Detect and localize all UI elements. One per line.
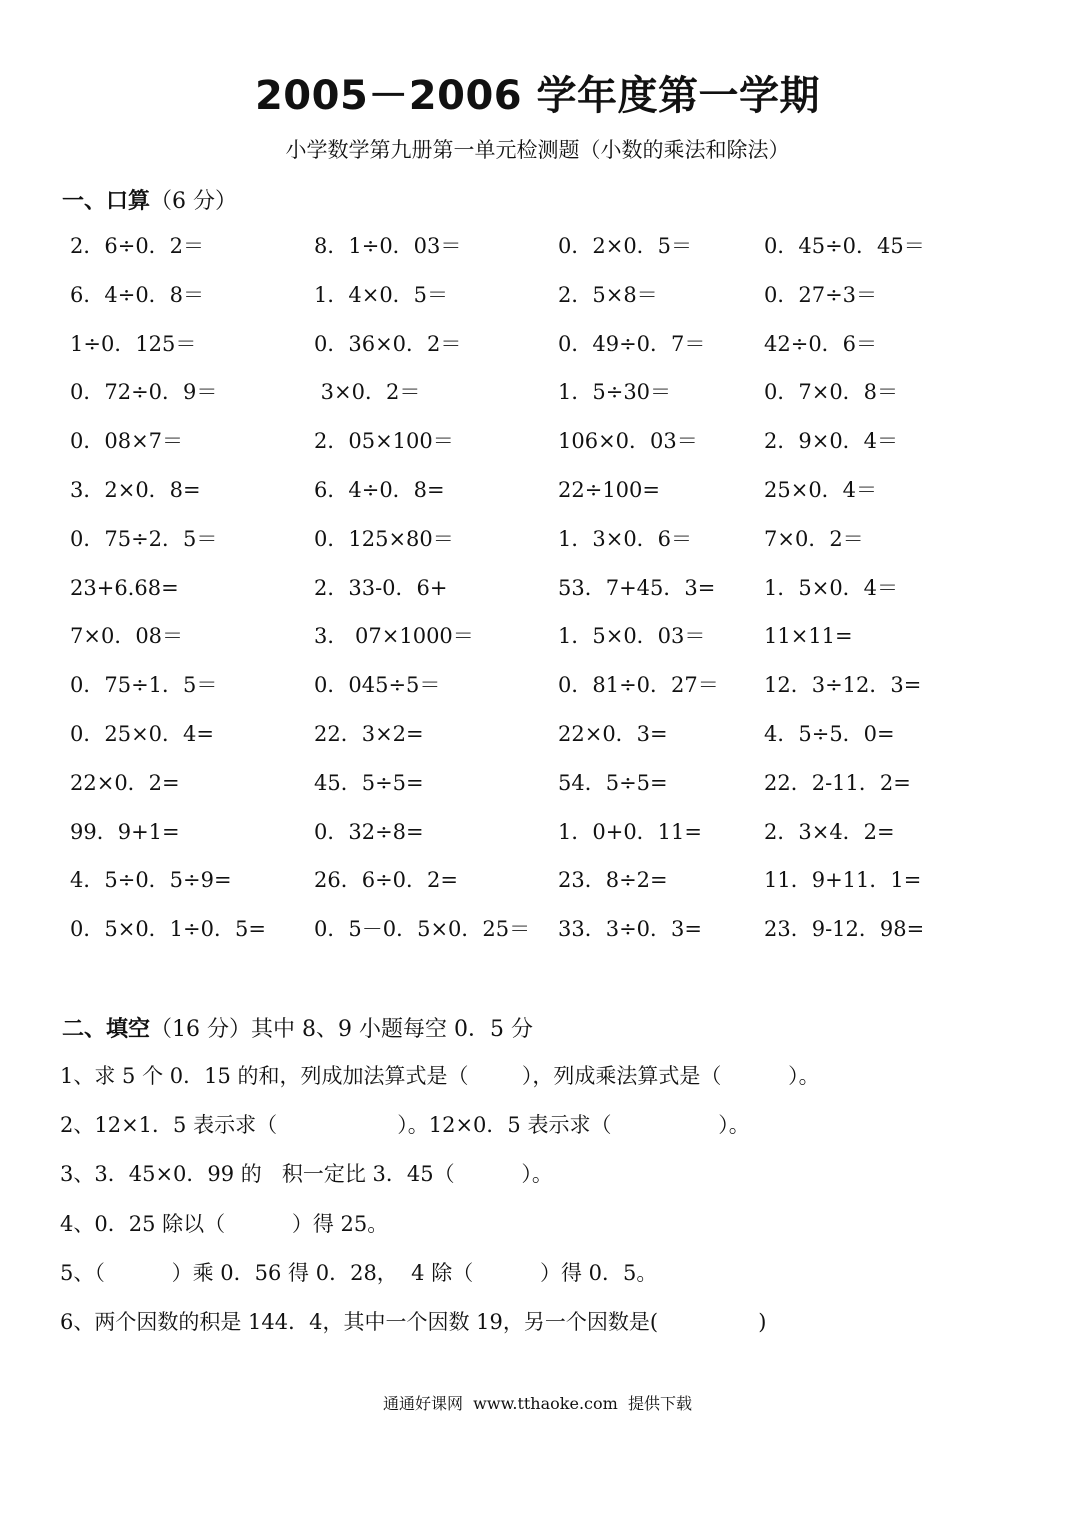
calc-item: 23．8÷2=: [558, 868, 668, 893]
calc-item: 1．4×0．5＝: [314, 282, 449, 307]
document-title: 2005－2006 学年度第一学期: [254, 73, 821, 119]
calc-item: 0．45÷0．45＝: [764, 234, 925, 258]
calc-item: 0．2×0．5＝: [558, 234, 693, 258]
calc-item: 23．9-12．98=: [764, 917, 925, 942]
calc-item: 23+6.68=: [70, 575, 179, 600]
calc-item: 0．75÷2．5＝: [70, 526, 218, 551]
calc-item: 1．5×0．4＝: [764, 575, 899, 600]
calc-item: 22．2-11．2=: [764, 770, 911, 795]
calc-item: 25×0．4＝: [764, 477, 878, 502]
calc-row: [70, 374, 1030, 423]
calc-item: 11．9+11．1=: [764, 868, 922, 893]
calc-row: [70, 228, 1030, 277]
calc-item: 106×0．03＝: [558, 429, 698, 454]
calc-row: [70, 911, 1030, 960]
question-item: 5、（ ）乘 0．56 得 0．28， 4 除（ ）得 0．5。: [60, 1260, 658, 1285]
calc-item: 0．08×7＝: [70, 429, 184, 454]
section2-heading: [62, 1012, 533, 1043]
calc-item: 2．33-0．6+: [314, 575, 448, 600]
calc-item: 12．3÷12．3=: [764, 673, 922, 698]
calc-item: 45．5÷5=: [314, 770, 424, 795]
calc-item: 2．9×0．4＝: [764, 429, 899, 454]
calc-row: [70, 814, 1030, 863]
calc-item: 1．0+0．11=: [558, 819, 702, 844]
section1-heading-label: 一、口算: [62, 189, 151, 214]
calc-item: 22÷100=: [558, 477, 660, 502]
calc-item: 0．75÷1．5＝: [70, 673, 218, 698]
section2-points: （16 分）其中 8、9 小题每空 0．5 分: [150, 1017, 533, 1042]
calc-item: 0．27÷3＝: [764, 282, 878, 307]
calc-item: 0．81÷0．27＝: [558, 673, 719, 698]
calc-row: [70, 765, 1030, 814]
calc-row: [70, 667, 1030, 716]
calc-item: 0．36×0．2＝: [314, 331, 462, 356]
fill-in-questions: [60, 1058, 1020, 1353]
calc-item: 0．125×80＝: [314, 526, 454, 551]
calc-item: 0．5×0．1÷0．5=: [70, 917, 266, 942]
calc-item: 6．4÷0．8=: [314, 477, 445, 502]
calc-item: 22．3×2=: [314, 721, 424, 746]
calc-item: 0．7×0．8＝: [764, 380, 899, 405]
calc-item: 6．4÷0．8＝: [70, 282, 205, 307]
calc-item: 1．5÷30＝: [558, 380, 672, 405]
calc-row: [70, 570, 1030, 619]
calc-item: 0．32÷8=: [314, 819, 424, 844]
calc-item: 7×0．08＝: [70, 624, 184, 649]
calc-item: 53．7+45．3=: [558, 575, 716, 600]
calc-item: 22×0．3=: [558, 721, 668, 746]
calc-item: 2．05×100＝: [314, 429, 454, 454]
calc-item: 8．1÷0．03＝: [314, 234, 462, 258]
calc-item: 0．5－0．5×0．25＝: [314, 917, 531, 942]
calc-item: 2．6÷0．2＝: [70, 234, 205, 258]
calc-item: 0．045÷5＝: [314, 673, 441, 698]
calc-row: [70, 618, 1030, 667]
calc-row: [70, 423, 1030, 472]
calc-item: 2．3×4．2=: [764, 819, 895, 844]
calc-item: 4．5÷0．5÷9=: [70, 868, 232, 893]
calc-item: 1．3×0．6＝: [558, 526, 693, 551]
question-item: 2、12×1．5 表示求（ ）。12×0．5 表示求（ ）。: [60, 1113, 750, 1138]
calc-item: 0．72÷0．9＝: [70, 380, 218, 405]
calc-row: [70, 472, 1030, 521]
calc-item: 0．49÷0．7＝: [558, 331, 706, 356]
calc-item: 0．25×0．4=: [70, 721, 214, 746]
section1-heading: [62, 184, 237, 215]
question-item: 6、两个因数的积是 144．4，其中一个因数 19，另一个因数是( ): [60, 1309, 767, 1334]
question-item: 4、0．25 除以（ ）得 25。: [60, 1211, 389, 1236]
calc-item: 1÷0．125＝: [70, 331, 197, 356]
calc-item: 11×11=: [764, 624, 853, 649]
calc-row: [70, 716, 1030, 765]
calc-row: [70, 521, 1030, 570]
question-item: 3、3．45×0．99 的 积一定比 3．45（ ）。: [60, 1162, 553, 1187]
calc-item: 22×0．2=: [70, 770, 180, 795]
footer-download-note: 通通好课网 www.tthaoke.com 提供下载: [383, 1394, 692, 1413]
calc-item: 99．9+1=: [70, 819, 180, 844]
calc-item: 3×0．2＝: [314, 380, 421, 405]
calc-item: 3．2×0．8=: [70, 477, 201, 502]
calc-item: 7×0．2＝: [764, 526, 864, 551]
section1-points: （6 分）: [150, 189, 238, 214]
calc-item: 1．5×0．03＝: [558, 624, 706, 649]
mental-math-grid: [70, 228, 1030, 960]
section2-heading-label: 二、填空: [62, 1017, 151, 1042]
calc-item: 33．3÷0．3=: [558, 917, 702, 942]
calc-row: [70, 277, 1030, 326]
calc-item: 26．6÷0．2=: [314, 868, 458, 893]
question-item: 1、求 5 个 0．15 的和，列成加法算式是（ ），列成乘法算式是（ ）。: [60, 1064, 820, 1088]
document-subtitle: 小学数学第九册第一单元检测题（小数的乘法和除法）: [285, 138, 790, 162]
calc-item: 3． 07×1000＝: [314, 624, 474, 649]
calc-row: [70, 862, 1030, 911]
calc-row: [70, 326, 1030, 375]
calc-item: 4．5÷5．0=: [764, 721, 895, 746]
calc-item: 54．5÷5=: [558, 770, 668, 795]
calc-item: 42÷0．6＝: [764, 331, 878, 356]
calc-item: 2．5×8＝: [558, 282, 658, 307]
